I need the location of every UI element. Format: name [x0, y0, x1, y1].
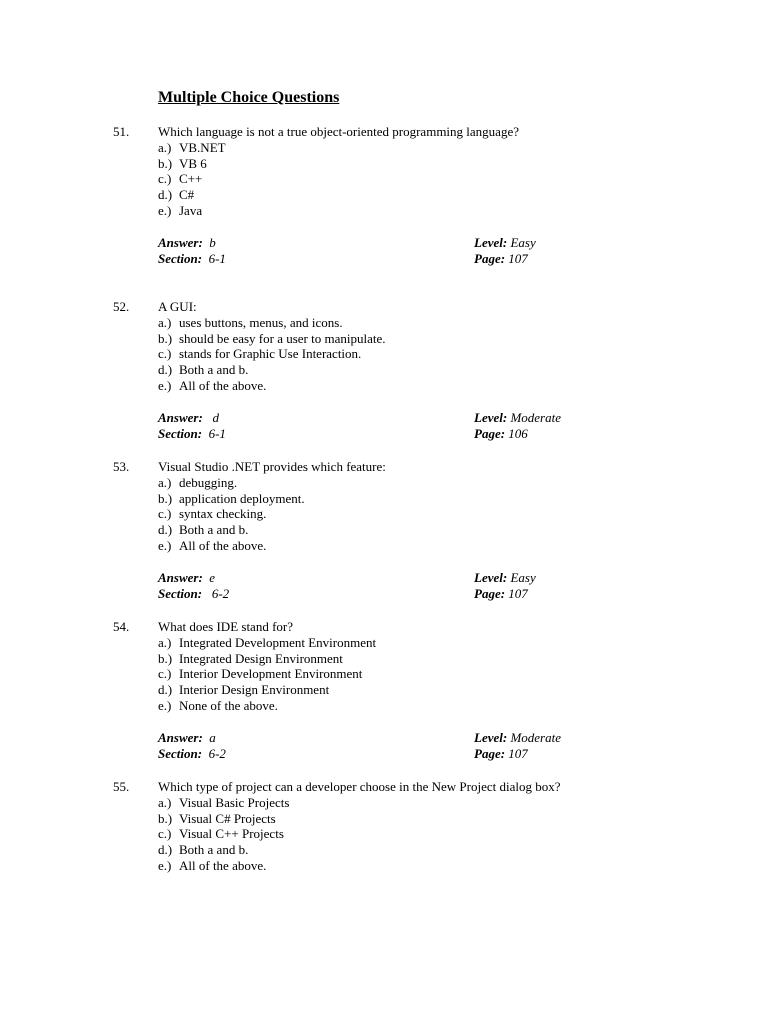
section-value: 6-1 — [208, 251, 226, 266]
answer-label: Answer: — [158, 730, 203, 745]
section-label: Section: — [158, 251, 203, 266]
page-label: Page: — [474, 251, 506, 266]
level-label: Level: — [474, 235, 508, 250]
section-label: Section: — [158, 746, 203, 761]
page-line — [474, 746, 528, 762]
option-b: b.) Integrated Design Environment — [158, 650, 343, 666]
option-a: a.) debugging. — [158, 474, 238, 490]
page-label: Page: — [474, 426, 506, 441]
page-value: 107 — [508, 746, 528, 761]
option-e: e.) Java — [158, 202, 203, 218]
level-line — [474, 730, 561, 746]
option-d: d.) Both a and b. — [158, 842, 249, 858]
level-line — [474, 570, 536, 586]
question-number: 55. — [113, 779, 130, 794]
section-line — [158, 746, 226, 762]
level-value: Easy — [510, 570, 536, 585]
level-value: Moderate — [510, 410, 561, 425]
option-d: d.) C# — [158, 187, 195, 203]
answer-value: b — [209, 235, 216, 250]
answer-line — [158, 570, 215, 586]
level-label: Level: — [474, 570, 508, 585]
option-e: e.) All of the above. — [158, 377, 267, 393]
section-line — [158, 426, 226, 442]
option-c: c.) Interior Development Environment — [158, 666, 363, 682]
answer-line — [158, 410, 219, 426]
answer-label: Answer: — [158, 570, 203, 585]
page-label: Page: — [474, 586, 506, 601]
option-list — [158, 315, 386, 394]
question-number: 51. — [113, 124, 130, 139]
option-b: b.) Visual C# Projects — [158, 810, 276, 826]
answer-line — [158, 235, 216, 251]
section-value: 6-2 — [211, 586, 230, 601]
option-b: b.) VB 6 — [158, 155, 207, 171]
question-text: Visual Studio .NET provides which feature: — [158, 459, 386, 474]
option-b: b.) application deployment. — [158, 490, 305, 506]
section-value: 6-1 — [208, 426, 226, 441]
option-list — [158, 475, 305, 554]
page-line — [474, 586, 528, 602]
question-text: Which type of project can a developer choose in the New Project dialog box? — [158, 779, 561, 794]
section-line — [158, 251, 226, 267]
question-text: A GUI: — [158, 299, 197, 314]
page-label: Page: — [474, 746, 506, 761]
level-line — [474, 410, 561, 426]
option-c: c.) Visual C++ Projects — [158, 826, 284, 842]
answer-value: d — [212, 410, 220, 425]
option-c: c.) syntax checking. — [158, 506, 267, 522]
option-e: e.) All of the above. — [158, 857, 267, 873]
level-value: Moderate — [510, 730, 561, 745]
option-a: a.) VB.NET — [158, 139, 226, 155]
option-e: e.) None of the above. — [158, 697, 278, 713]
section-label: Section: — [158, 426, 203, 441]
section-label: Section: — [158, 586, 203, 601]
question-number: 53. — [113, 459, 130, 474]
answer-label: Answer: — [158, 410, 203, 425]
option-list — [158, 140, 226, 219]
option-d: d.) Both a and b. — [158, 522, 249, 538]
level-label: Level: — [474, 410, 508, 425]
question-number: 52. — [113, 299, 130, 314]
option-list — [158, 795, 289, 874]
question-text: What does IDE stand for? — [158, 619, 294, 634]
option-e: e.) All of the above. — [158, 537, 267, 553]
option-a: a.) Integrated Development Environment — [158, 634, 377, 650]
option-d: d.) Both a and b. — [158, 362, 249, 378]
page-value: 107 — [508, 251, 528, 266]
level-line — [474, 235, 536, 251]
answer-line — [158, 730, 216, 746]
question-number: 54. — [113, 619, 130, 634]
option-list — [158, 635, 376, 714]
option-a: a.) Visual Basic Projects — [158, 794, 290, 810]
answer-value: a — [209, 730, 216, 745]
page-value: 106 — [508, 426, 528, 441]
page-line — [474, 426, 528, 442]
section-line — [158, 586, 229, 602]
option-c: c.) stands for Graphic Use Interaction. — [158, 346, 362, 362]
answer-label: Answer: — [158, 235, 203, 250]
option-d: d.) Interior Design Environment — [158, 682, 330, 698]
option-c: c.) C++ — [158, 171, 203, 187]
level-value: Easy — [510, 235, 536, 250]
question-text: Which language is not a true object-oriented programming language? — [158, 124, 519, 139]
option-b: b.) should be easy for a user to manipulate. — [158, 330, 386, 346]
option-a: a.) uses buttons, menus, and icons. — [158, 314, 343, 330]
page-line — [474, 251, 528, 267]
answer-value: e — [209, 570, 216, 585]
page-title: Multiple Choice Questions — [158, 89, 340, 106]
page-value: 107 — [508, 586, 528, 601]
level-label: Level: — [474, 730, 508, 745]
section-value: 6-2 — [208, 746, 226, 761]
